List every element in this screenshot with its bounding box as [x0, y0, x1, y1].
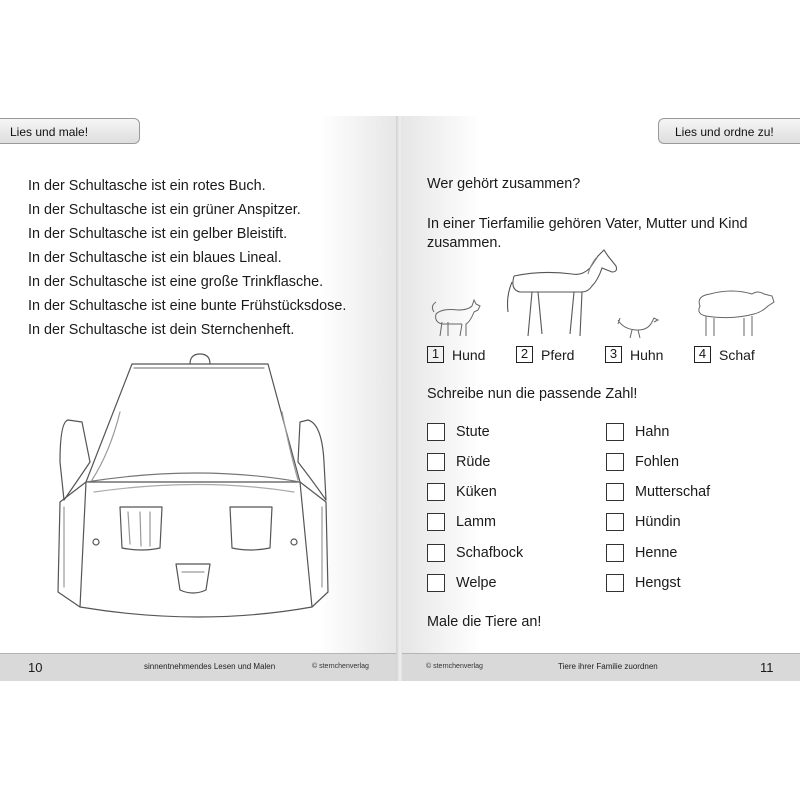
answer-box[interactable] — [606, 423, 624, 441]
reading-line: In der Schultasche ist dein Sternchenheft. — [28, 322, 295, 338]
answer-box[interactable] — [427, 513, 445, 531]
instruction-text: Schreibe nun die passende Zahl! — [427, 386, 638, 402]
footer-topic: Tiere ihrer Familie zuordnen — [558, 662, 658, 671]
answer-label: Stute — [456, 424, 490, 440]
reading-line: In der Schultasche ist ein gelber Bleistift. — [28, 226, 288, 242]
question-heading: Wer gehört zusammen? — [427, 176, 581, 192]
footer-publisher: © sternchenverlag — [426, 663, 483, 670]
answer-label: Küken — [456, 484, 497, 500]
reading-line: In der Schultasche ist ein grüner Anspitzer. — [28, 202, 301, 218]
animal-name: Pferd — [541, 346, 575, 363]
animal-label — [427, 346, 485, 363]
left-page-tab: Lies und male! — [0, 118, 140, 144]
animal-number-box: 2 — [516, 346, 533, 363]
answer-box[interactable] — [427, 453, 445, 471]
right-page-tab: Lies und ordne zu! — [658, 118, 800, 144]
answer-row[interactable] — [427, 483, 497, 501]
answer-row[interactable] — [427, 544, 523, 562]
answer-label: Hündin — [635, 514, 681, 530]
answer-box[interactable] — [606, 513, 624, 531]
intro-line: zusammen. — [427, 235, 502, 251]
answer-label: Lamm — [456, 514, 496, 530]
reading-line: In der Schultasche ist ein blaues Lineal. — [28, 250, 282, 266]
animal-name: Schaf — [719, 346, 755, 363]
animal-label — [605, 346, 663, 363]
answer-label: Welpe — [456, 575, 497, 591]
closing-instruction: Male die Tiere an! — [427, 614, 542, 630]
animal-label — [694, 346, 755, 363]
answer-box[interactable] — [427, 483, 445, 501]
schoolbag-drawing — [50, 352, 340, 637]
right-footer — [402, 653, 800, 681]
answer-box[interactable] — [427, 544, 445, 562]
answer-box[interactable] — [606, 483, 624, 501]
animal-number-box: 4 — [694, 346, 711, 363]
answer-row[interactable] — [427, 513, 496, 531]
answer-row[interactable] — [606, 544, 677, 562]
answer-box[interactable] — [606, 544, 624, 562]
horse-drawing — [502, 246, 622, 342]
answer-row[interactable] — [606, 574, 681, 592]
answer-row[interactable] — [427, 423, 490, 441]
answer-label: Rüde — [456, 454, 491, 470]
sheep-drawing — [692, 286, 778, 342]
answer-label: Hengst — [635, 575, 681, 591]
answer-box[interactable] — [427, 574, 445, 592]
footer-publisher: © sternchenverlag — [312, 663, 369, 670]
answer-label: Hahn — [635, 424, 670, 440]
footer-topic: sinnentnehmendes Lesen und Malen — [144, 662, 276, 671]
animal-number-box: 3 — [605, 346, 622, 363]
page-right — [402, 116, 800, 681]
book-spread — [0, 116, 800, 681]
answer-row[interactable] — [606, 483, 710, 501]
reading-line: In der Schultasche ist eine bunte Frühstücksdose. — [28, 298, 347, 314]
answer-row[interactable] — [606, 513, 681, 531]
reading-line: In der Schultasche ist eine große Trinkflasche. — [28, 274, 324, 290]
answer-row[interactable] — [427, 453, 490, 471]
animal-name: Hund — [452, 346, 486, 363]
page-left — [0, 116, 398, 681]
answer-box[interactable] — [606, 453, 624, 471]
page-number: 11 — [760, 660, 774, 675]
answer-label: Mutterschaf — [635, 484, 711, 500]
chicken-drawing — [614, 310, 660, 340]
intro-line: In einer Tierfamilie gehören Vater, Mutter und Kind — [427, 216, 748, 232]
left-footer — [0, 653, 398, 681]
answer-label: Henne — [635, 545, 678, 561]
animal-number-box: 1 — [427, 346, 444, 363]
answer-row[interactable] — [606, 423, 669, 441]
dog-drawing — [428, 292, 484, 340]
answer-label: Fohlen — [635, 454, 680, 470]
reading-lines — [28, 174, 346, 342]
answer-box[interactable] — [427, 423, 445, 441]
animal-name: Huhn — [630, 346, 664, 363]
reading-line: In der Schultasche ist ein rotes Buch. — [28, 178, 266, 194]
page-number: 10 — [28, 660, 43, 675]
animal-label — [516, 346, 574, 363]
answer-label: Schafbock — [456, 545, 524, 561]
answer-row[interactable] — [606, 453, 679, 471]
answer-box[interactable] — [606, 574, 624, 592]
answer-row[interactable] — [427, 574, 497, 592]
